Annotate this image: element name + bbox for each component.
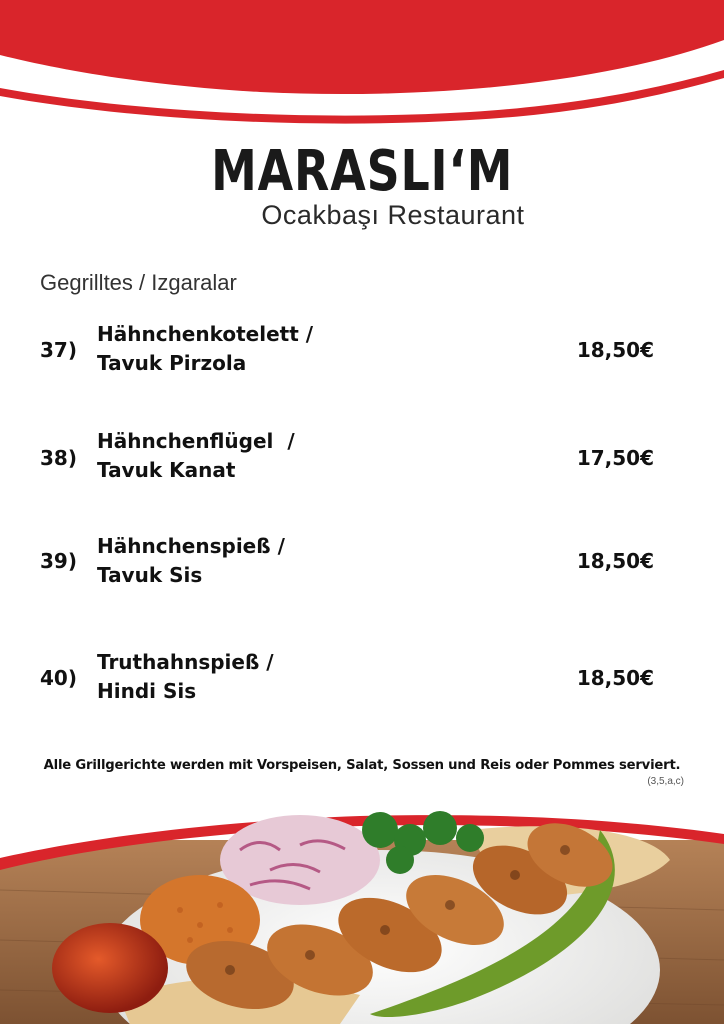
item-price: 17,50€ <box>576 446 654 470</box>
item-name <box>97 532 285 590</box>
item-name <box>97 427 295 485</box>
menu-item <box>0 648 724 718</box>
restaurant-subtitle: Ocakbaşı Restaurant <box>261 200 525 230</box>
item-number: 40) <box>40 666 77 690</box>
item-name <box>97 648 274 706</box>
allergen-codes: (3,5,a,c) <box>647 776 684 787</box>
top-wave-decoration <box>0 0 724 130</box>
menu-item <box>0 320 724 390</box>
item-price: 18,50€ <box>576 549 654 573</box>
item-name-de: Hähnchenkotelett / <box>97 322 314 346</box>
item-number: 37) <box>40 338 77 362</box>
restaurant-name: MARASLI‘M <box>210 139 514 204</box>
item-price: 18,50€ <box>576 666 654 690</box>
item-name-de: Truthahnspieß / <box>97 650 274 674</box>
menu-item <box>0 427 724 497</box>
footnote: Alle Grillgerichte werden mit Vorspeisen, Salat, Sossen und Reis oder Pommes serviert. <box>43 758 681 773</box>
item-name-tr: Tavuk Pirzola <box>97 351 247 375</box>
grilled-platter-photo <box>0 800 724 1024</box>
item-price: 18,50€ <box>576 338 654 362</box>
item-name-tr: Tavuk Kanat <box>97 458 236 482</box>
menu-item <box>0 532 724 602</box>
section-title: Gegrilltes / Izgaralar <box>40 270 237 295</box>
item-name-tr: Hindi Sis <box>97 679 197 703</box>
item-name-de: Hähnchenspieß / <box>97 534 285 558</box>
item-name <box>97 320 313 378</box>
item-name-tr: Tavuk Sis <box>97 563 203 587</box>
restaurant-logo <box>0 140 724 231</box>
item-number: 38) <box>40 446 77 470</box>
item-name-de: Hähnchenflügel / <box>97 429 295 453</box>
item-number: 39) <box>40 549 77 573</box>
